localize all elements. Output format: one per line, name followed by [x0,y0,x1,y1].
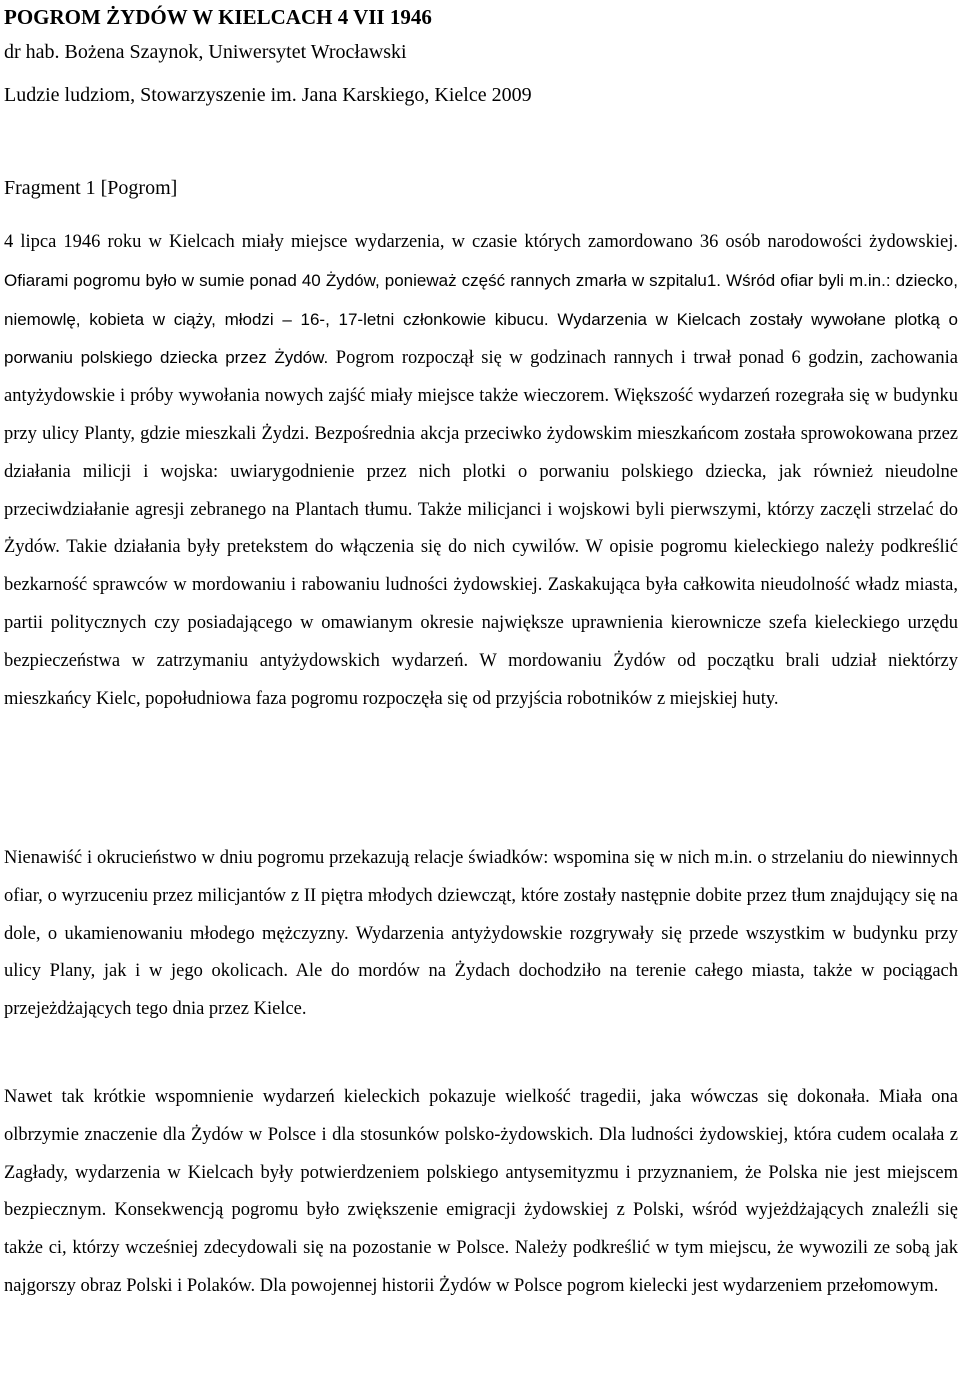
paragraph-3: Nawet tak krótkie wspomnienie wydarzeń kieleckich pokazuje wielkość tragedii, jaka wówczas się dokonała. Miała ona olbrzymie znaczenie dla Żydów w Polsce i dla stosunków polsko-żydowskich. Dla ludności żydowskiej, która cudem ocalała z Zagłady, wydarzenia w Kielcach były potwierdzeniem polskiego antysemityzmu i przyznaniem, że Polska nie jest miejscem bezpiecznym. Konsekwencją pogromu było zwiększenie emigracji żydowskiej z Polski, wśród wyjeżdżających znaleźli się także ci, którzy wcześniej zdecydowali się na pozostanie w Polsce. Należy podkreślić w tym miejscu, że wywozili ze sobą jak najgorszy obraz Polski i Polaków. Dla powojennej historii Żydów w Polsce pogrom kielecki jest wydarzeniem przełomowym. [4,1087,958,1296]
paragraph-1-rest: Pogrom rozpoczął się w godzinach rannych i trwał ponad 6 godzin, zachowania antyżydowskie i próby wywołania nowych zajść miały miejsce także wieczorem. Większość wydarzeń rozegrała się w budynku przy ulicy Planty, gdzie mieszkali Żydzi. Bezpośrednia akcja przeciwko żydowskim mieszkańcom została sprowokowana przez działania milicji i wojska: uwiarygodnienie przez nich plotki o porwaniu polskiego dziecka, jak również nieudolne przeciwdziałanie agresji zebranego na Plantach tłumu. Także milicjanci i wojskowi byli pierwszymi, którzy zaczęli strzelać do Żydów. Takie działania były pretekstem do włączenia się do nich cywilów. W opisie pogromu kieleckiego należy podkreślić bezkarność sprawców w mordowaniu i rabowaniu ludności żydowskiej. Zaskakująca była całkowita nieudolność władz miasta, partii politycznych czy posiadającego w omawianym okresie największe uprawnienia kierownicze szefa kieleckiego urzędu bezpieczeństwa w zatrzymaniu antyżydowskich wydarzeń. W mordowaniu Żydów od początku brali udział niektórzy mieszkańcy Kielc, popołudniowa faza pogromu rozpoczęła się od przyjścia robotników z miejskiej huty. [4,348,958,709]
fragment-heading: Fragment 1 [Pogrom] [4,177,178,199]
paragraph-2: Nienawiść i okrucieństwo w dniu pogromu przekazują relacje świadków: wspomina się w nich m.in. o strzelaniu do niewinnych ofiar, o wyrzuceniu przez milicjantów z II piętra młodych dziewcząt, które zostały następnie dobite przez tłum znajdujący się na dole, o ukamienowaniu młodego mężczyzny. Wydarzenia antyżydowskie rozgrywały się przede wszystkim w budynku przy ulicy Plany, jak i w jego okolicach. Ale do mordów na Żydach dochodziło na terenie całego miasta, także w pociągach przejeżdżających tego dnia przez Kielce. [4,848,958,1020]
paragraph-1 [4,224,958,718]
paragraph-1-sans-passage: Ofiarami pogromu było w sumie ponad 40 Żydów, ponieważ część rannych zmarła w szpitalu1. Wśród ofiar byli m.in.: dziecko, niemowlę, kobieta w ciąży, młodzi – 16-, 17-letni członkowie kibucu. Wydarzenia w Kielcach zostały wywołane plotką o porwaniu polskiego dziecka przez Żydów. [4,270,958,368]
document-title: POGROM ŻYDÓW W KIELCACH 4 VII 1946 [4,5,432,29]
author-line: dr hab. Bożena Szaynok, Uniwersytet Wrocławski [4,41,407,63]
paragraph-1-sentence-1: 4 lipca 1946 roku w Kielcach miały miejsce wydarzenia, w czasie których zamordowano 36 osób narodowości żydowskiej. [4,232,958,252]
source-line: Ludzie ludziom, Stowarzyszenie im. Jana Karskiego, Kielce 2009 [4,84,532,106]
